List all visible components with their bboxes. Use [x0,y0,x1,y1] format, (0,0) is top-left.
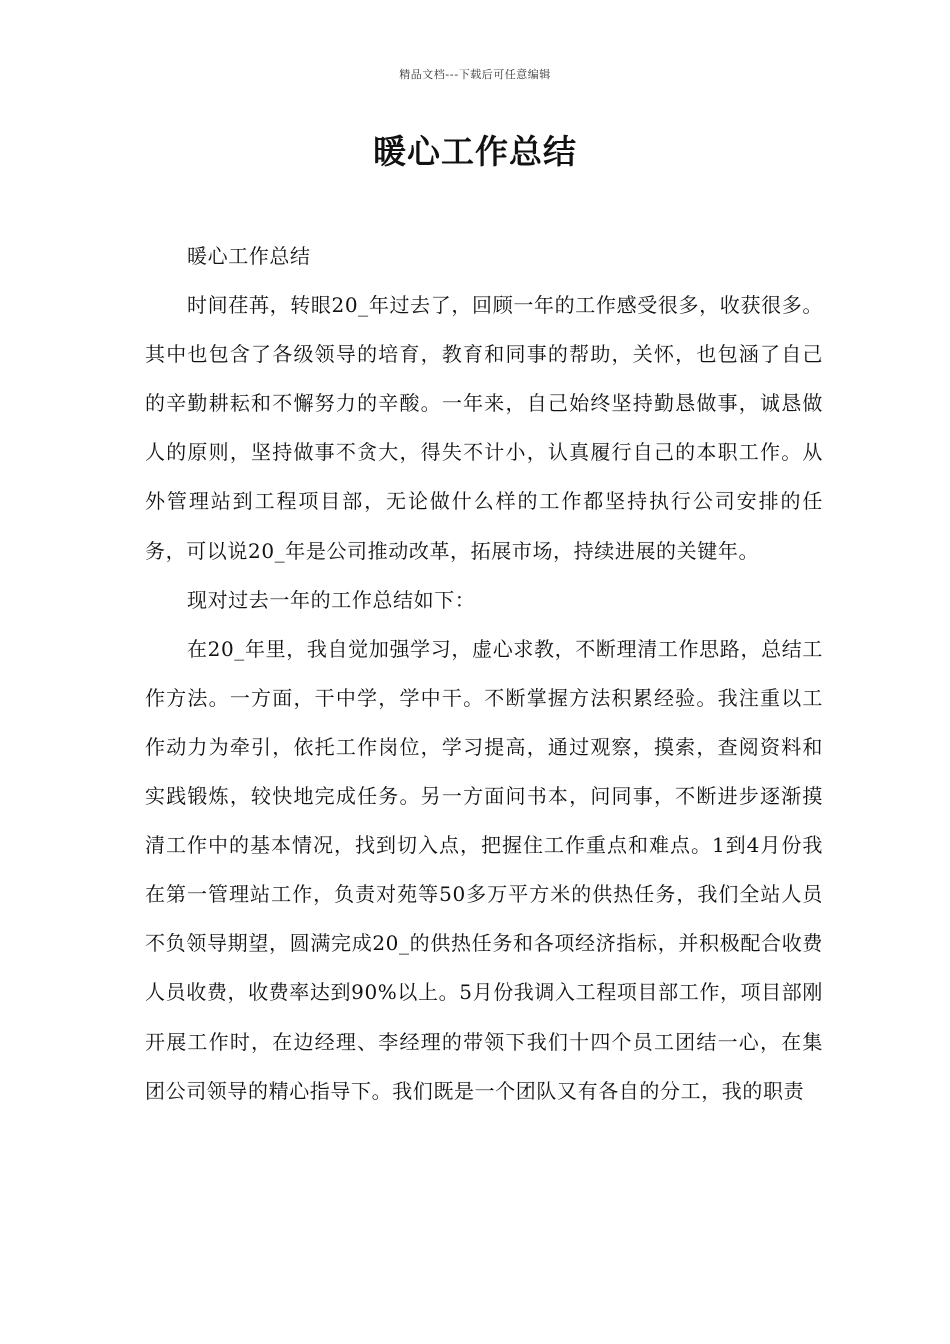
paragraph: 现对过去一年的工作总结如下： [187,587,476,612]
document-title: 暖心工作总结 [373,132,577,171]
header-note: 精品文档---下载后可任意编辑 [399,68,551,81]
paragraph: 在20_年里，我自觉加强学习，虚心求教，不断理清工作思路，总结工作方法。一方面，干中学，学中干。不断掌握方法积累经验。我注重以工作动力为牵引，依托工作岗位，学习提高，通过观察，摸索，查阅资料和实践锻炼，较快地完成任务。另一方面问书本，问同事，不断进步逐渐摸清工作中的基本情况，找到切入点，把握住工作重点和难点。1到4月份我在第一管理站工作，负责对苑等50多万平方米的供热任务，我们全站人员不负领导期望，圆满完成20_的供热任务和各项经济指标，并积极配合收费人员收费，收费率达到90%以上。5月份我调入工程项目部工作，项目部刚开展工作时，在边经理、李经理的带领下我们十四个员工团结一心，在集团公司领导的精心指导下。我们既是一个团队又有各自的分工，我的职责 [145,636,823,1103]
document-body [145,232,823,1116]
paragraph-subtitle: 暖心工作总结 [187,244,311,268]
paragraph: 时间荏苒，转眼20_年过去了，回顾一年的工作感受很多，收获很多。其中也包含了各级领导的培育，教育和同事的帮助，关怀，也包涵了自己的辛勤耕耘和不懈努力的辛酸。一年来，自己始终坚持勤恳做事，诚恳做人的原则，坚持做事不贪大，得失不计小，认真履行自己的本职工作。从外管理站到工程项目部，无论做什么样的工作都坚持执行公司安排的任务，可以说20_年是公司推动改革，拓展市场，持续进展的关键年。 [145,293,823,563]
